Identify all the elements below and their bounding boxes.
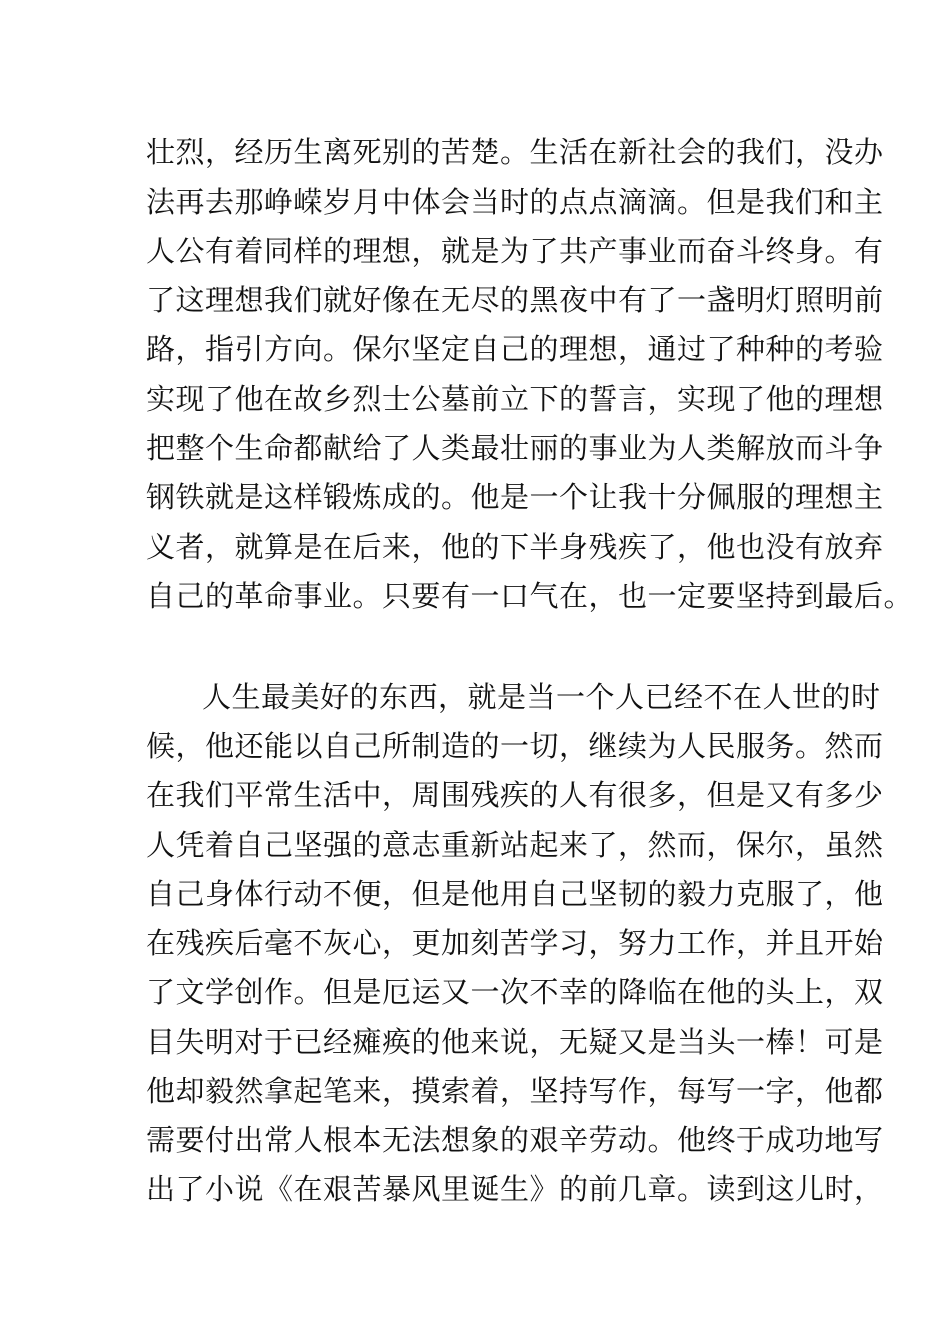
paragraph-line: 人公有着同样的理想，就是为了共产事业而奋斗终身。有 [146,234,884,268]
paragraph-line: 在残疾后毫不灰心，更加刻苦学习，努力工作，并且开始 [146,926,884,960]
paragraph-line: 在我们平常生活中，周围残疾的人有很多，但是又有多少 [146,778,884,812]
paragraph-line: 义者，就算是在后来，他的下半身残疾了，他也没有放弃 [146,530,884,564]
paragraph-line: 出了小说《在艰苦暴风里诞生》的前几章。读到这儿时， [146,1172,884,1206]
paragraph-line: 钢铁就是这样锻炼成的。他是一个让我十分佩服的理想主 [146,480,884,514]
paragraph-line: 把整个生命都献给了人类最壮丽的事业为人类解放而斗争 [146,431,884,465]
paragraph-line: 候，他还能以自己所制造的一切，继续为人民服务。然而 [146,729,884,763]
paragraph-line: 他却毅然拿起笔来，摸索着，坚持写作，每写一字，他都 [146,1074,884,1108]
paragraph-line: 人凭着自己坚强的意志重新站起来了，然而，保尔，虽然 [146,828,884,862]
paragraph-line: 了这理想我们就好像在无尽的黑夜中有了一盏明灯照明前 [146,283,884,317]
paragraph-line: 壮烈，经历生离死别的苦楚。生活在新社会的我们，没办 [146,135,884,169]
paragraph-line: 自己身体行动不便，但是他用自己坚韧的毅力克服了，他 [146,877,884,911]
paragraph-line: 法再去那峥嵘岁月中体会当时的点点滴滴。但是我们和主 [146,185,884,219]
paragraph-line: 实现了他在故乡烈士公墓前立下的誓言，实现了他的理想 [146,382,884,416]
paragraph-line: 路，指引方向。保尔坚定自己的理想，通过了种种的考验 [146,332,884,366]
paragraph-first-line: 人生最美好的东西，就是当一个人已经不在人世的时 [202,680,881,714]
paragraph-line: 自己的革命事业。只要有一口气在，也一定要坚持到最后。 [146,579,914,613]
paragraph-line: 目失明对于已经瘫痪的他来说，无疑又是当头一棒！可是 [146,1025,884,1059]
paragraph-line: 了文学创作。但是厄运又一次不幸的降临在他的头上，双 [146,975,884,1009]
paragraph-line: 需要付出常人根本无法想象的艰辛劳动。他终于成功地写 [146,1123,884,1157]
